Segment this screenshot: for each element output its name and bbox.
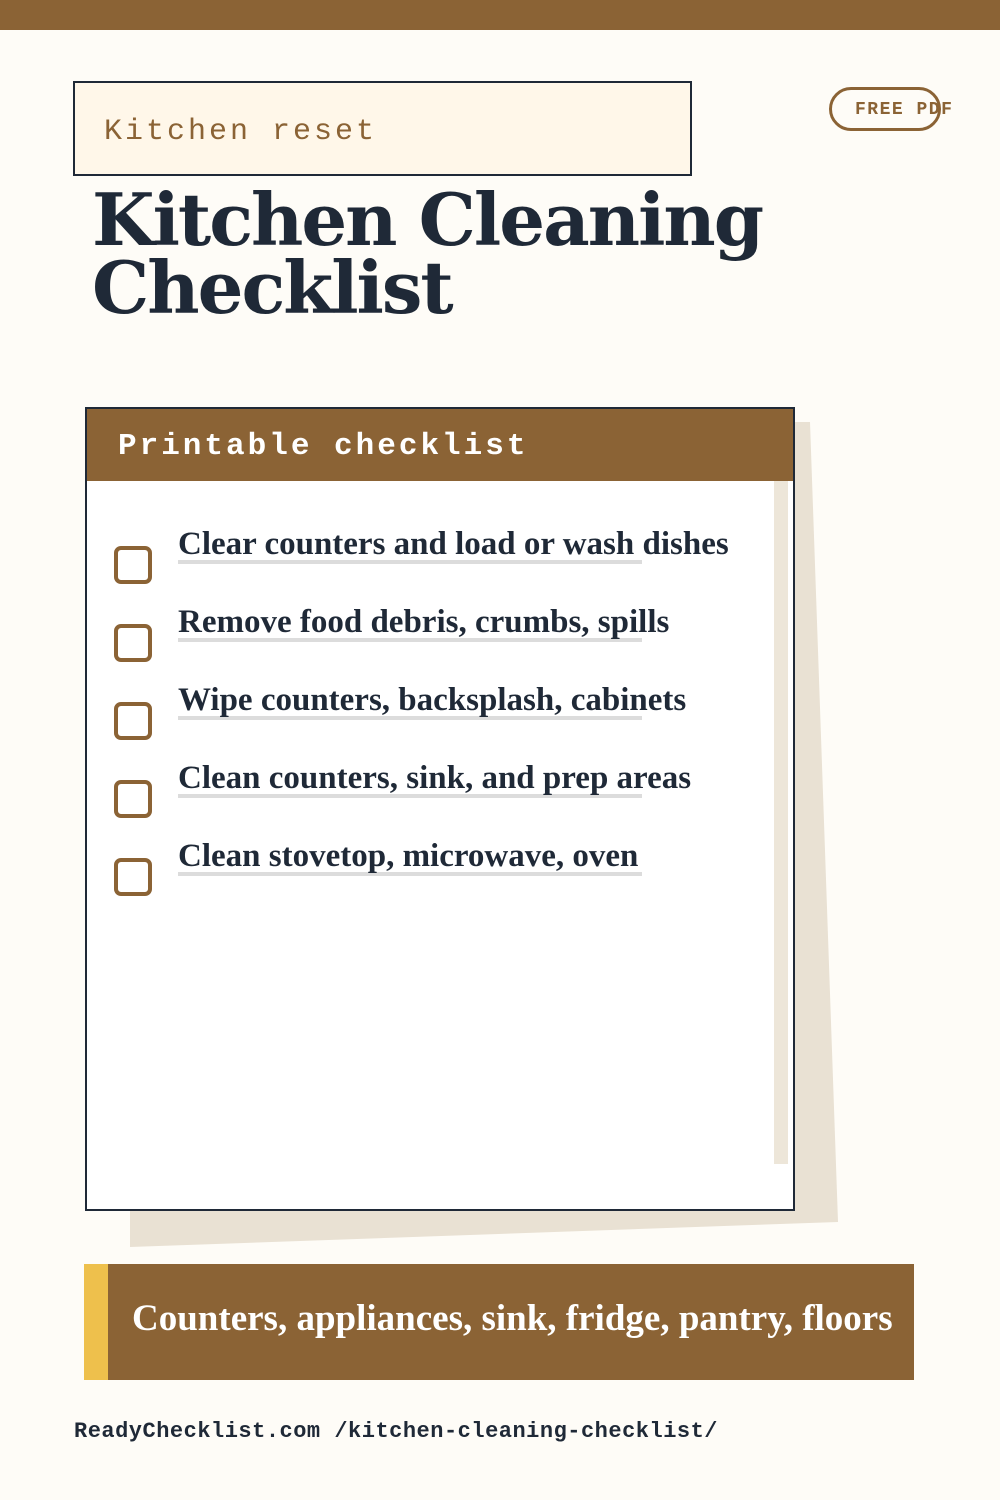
checklist-checkbox[interactable] <box>114 858 152 896</box>
checklist-checkbox[interactable] <box>114 546 152 584</box>
checklist-item <box>87 602 777 662</box>
footer-summary-band <box>84 1264 914 1380</box>
checklist-item-label: Remove food debris, crumbs, spills <box>178 604 670 640</box>
page-title-line-2: Checklist <box>92 245 452 330</box>
checklist-item-label: Wipe counters, backsplash, cabinets <box>178 682 687 718</box>
checklist-item-label: Clear counters and load or wash dishes <box>178 526 729 562</box>
site-url[interactable]: ReadyChecklist.com /kitchen-cleaning-checklist/ <box>74 1419 719 1444</box>
footer-summary-text: Counters, appliances, sink, fridge, pantry, floors <box>132 1298 893 1339</box>
checklist-item-label: Clean counters, sink, and prep areas <box>178 760 692 796</box>
checklist-card-title: Printable checklist <box>118 429 529 464</box>
checklist-item <box>87 524 777 584</box>
checklist-checkbox[interactable] <box>114 702 152 740</box>
checklist-checkbox[interactable] <box>114 780 152 818</box>
checklist-card <box>85 407 795 1211</box>
footer-accent-stripe <box>84 1264 108 1380</box>
free-pdf-badge-label: FREE PDF <box>855 100 954 120</box>
checklist-card-header <box>87 409 793 481</box>
page-title-line-1: Kitchen Cleaning <box>92 177 763 262</box>
checklist-item <box>87 836 777 896</box>
checklist-item <box>87 680 777 740</box>
checklist-item-label: Clean stovetop, microwave, oven <box>178 838 639 874</box>
checklist-item <box>87 758 777 818</box>
checklist-checkbox[interactable] <box>114 624 152 662</box>
eyebrow-label: Kitchen reset <box>104 115 378 149</box>
